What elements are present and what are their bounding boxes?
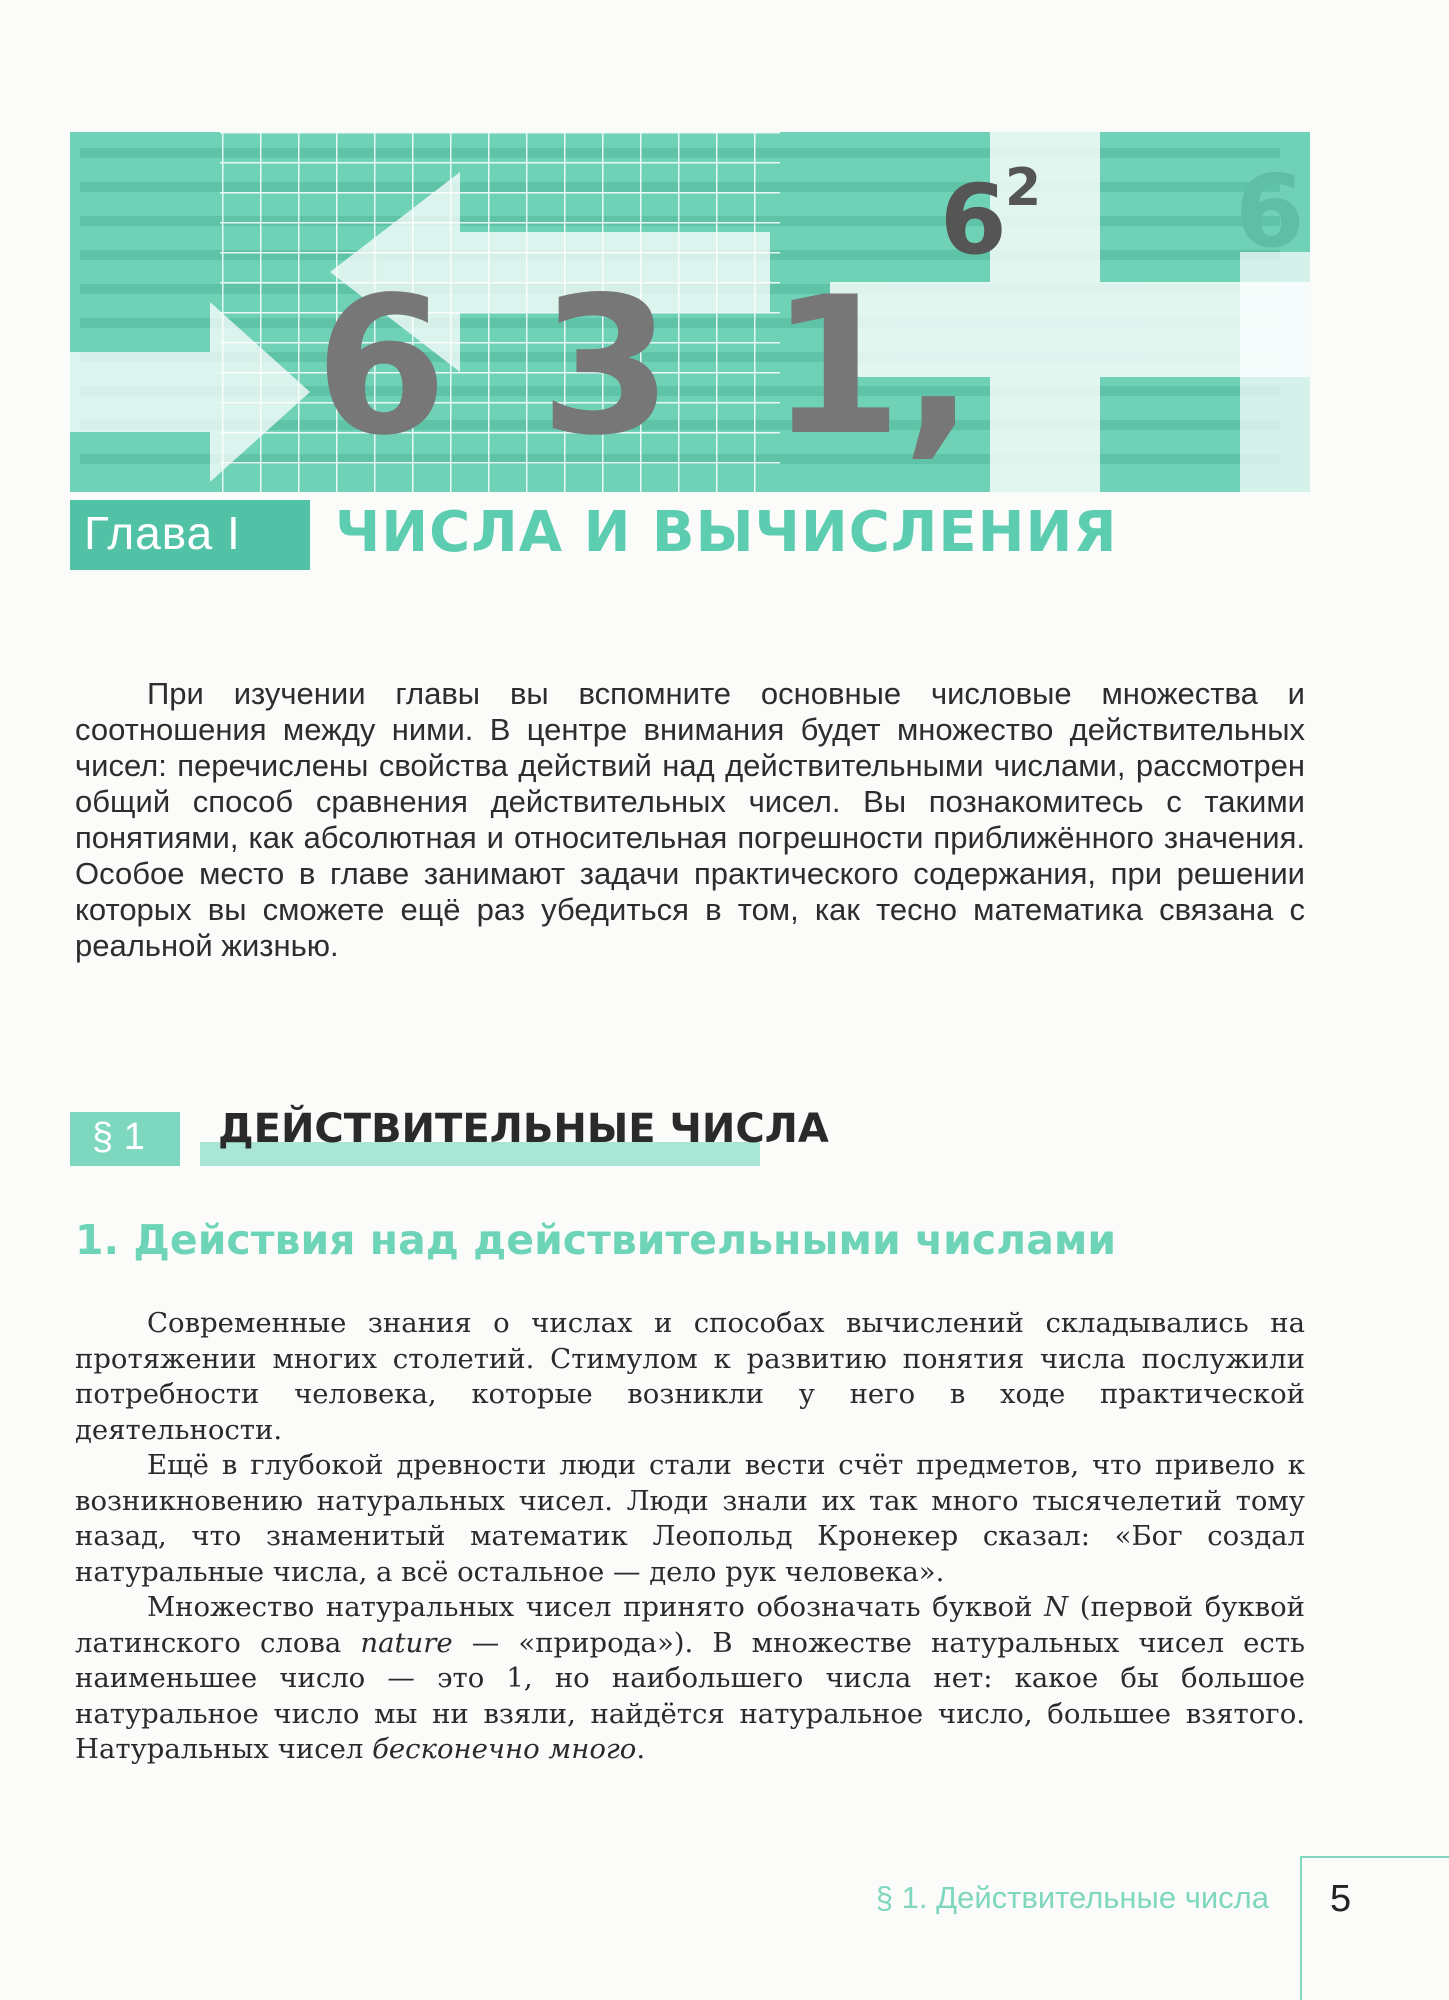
- subsection-title: 1. Действия над действительными числами: [75, 1216, 1117, 1264]
- paragraph-2: Ещё в глубокой древности люди стали вести счёт предметов, что привело к возникновению натуральных чисел. Люди знали их так много тысячелетий тому назад, что знаменитый математик Леопольд Кронекер сказал: «Бог создал натуральные числа, а всё остальное — дело рук человека».: [75, 1449, 1305, 1588]
- chapter-label: Глава I: [84, 507, 241, 559]
- section-number: § 1: [92, 1116, 145, 1158]
- footer-rule-vertical: [1300, 1856, 1302, 2000]
- section-heading: [70, 1106, 1310, 1166]
- footer-rule-horizontal: [1300, 1856, 1449, 1858]
- section-badge: [70, 1112, 180, 1166]
- paragraph-3-part-d: .: [636, 1733, 646, 1765]
- banner-digit-3: 3: [540, 256, 673, 477]
- chapter-intro: При изучении главы вы вспомните основные числовые множества и соотношения между ними. В центре внимания будет множество действительных чисел: перечислены свойства действий над действительными числами, рассмотрен общий способ сравнения действительных чисел. Вы познакомитесь с такими понятиями, как абсолютная и относительная погрешности приближённого значения. Особое место в главе занимают задачи практического содержания, при решении которых вы сможете ещё раз убедиться в том, как тесно математика связана с реальной жизнью.: [75, 676, 1305, 963]
- running-title: § 1. Действительные числа: [875, 1880, 1269, 1915]
- banner-corner-digit: 6: [1235, 153, 1305, 270]
- symbol-N: N: [1044, 1591, 1069, 1623]
- chapter-label-box: [70, 500, 310, 570]
- chapter-title: ЧИСЛА И ВЫЧИСЛЕНИЯ: [335, 500, 1118, 565]
- paragraph-3-part-a: Множество натуральных чисел принято обозначать буквой: [147, 1591, 1045, 1623]
- chapter-heading: [70, 500, 1310, 570]
- word-nature: nature: [360, 1626, 453, 1659]
- paragraph-1: Современные знания о числах и способах вычислений складывались на протяжении многих столетий. Стимулом к развитию понятия числа послужили потребности человека, которые возникли у него в ходе практической деятельности.: [75, 1307, 1305, 1446]
- page-number: 5: [1330, 1878, 1352, 1920]
- paragraph-3-part-c: — «природа»). В множестве натуральных чисел есть наименьшее число — это 1, но наибольшего числа нет: какое бы большое натуральное число мы ни взяли, найдётся натуральное число, большее взятого. Натуральных чисел: [75, 1626, 1306, 1765]
- body-text: [75, 1306, 1305, 1768]
- paragraph-3-part-b: (первой буквой латинского слова: [75, 1591, 1306, 1659]
- banner-graphic: [70, 132, 1310, 492]
- phrase-infinitely-many: бесконечно много: [372, 1733, 637, 1765]
- banner-digit-1: 1,: [770, 256, 975, 477]
- banner-power-base: 6: [940, 164, 1007, 276]
- section-title: ДЕЙСТВИТЕЛЬНЫЕ ЧИСЛА: [218, 1106, 829, 1152]
- banner-power-exponent: 2: [1005, 158, 1042, 218]
- chapter-banner: [70, 132, 1310, 492]
- paragraph-3: [75, 1590, 1305, 1768]
- banner-digit-6: 6: [315, 256, 448, 477]
